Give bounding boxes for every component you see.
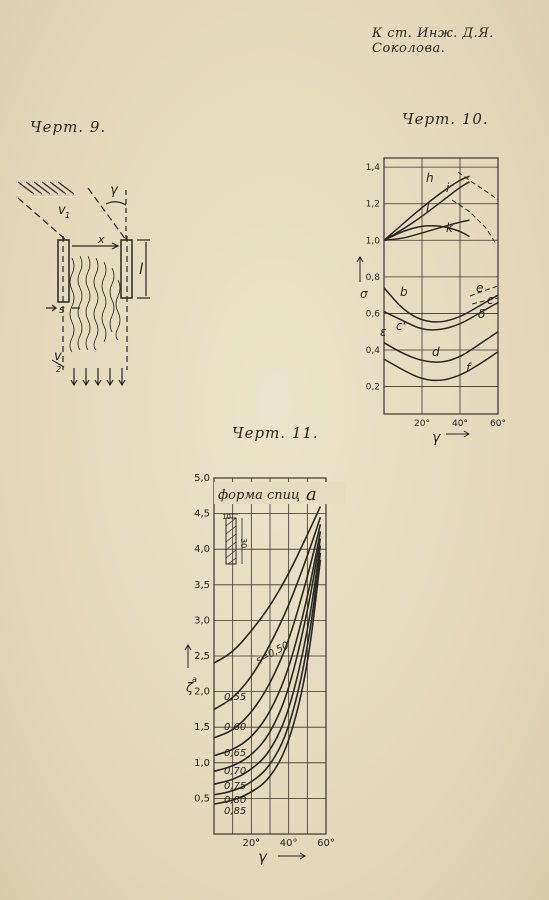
fig9-label-s: s	[59, 303, 65, 316]
fig10-xtick-label: 60°	[490, 419, 506, 429]
fig10-xtick-label: 40°	[452, 419, 468, 429]
fig10-curve-f: f	[466, 361, 471, 375]
fig11-ytick-label: 0,5	[194, 793, 210, 805]
fig11-curve-050: s=0,50	[254, 640, 292, 667]
fig11-xlabel: γ	[258, 848, 267, 866]
fig11-curve-060: 0,60	[224, 722, 247, 733]
fig11-xtick-label: 60°	[317, 838, 335, 849]
header-note: К ст. Инж. Д.Я. Соколова.	[372, 26, 494, 56]
fig10-curve-k: k	[446, 221, 453, 235]
fig10-caption: Черт. 10.	[402, 110, 489, 128]
fig9-label-v1: v	[58, 203, 66, 218]
fig11-ytick-label: 3,5	[194, 579, 210, 591]
fig11-ytick-label: 5,0	[194, 473, 210, 484]
fig9-label-l: l	[139, 260, 144, 278]
fig10-curve-e: e	[476, 281, 484, 295]
fig10-curve-d: d	[432, 345, 440, 359]
fig11-caption: Черт. 11.	[232, 424, 319, 442]
fig11-ytick-label: 1,0	[194, 757, 210, 769]
fig11-curve-055: 0,55	[224, 692, 247, 703]
fig11-xtick-label: 40°	[279, 838, 298, 849]
fig10-curve-l: l	[426, 201, 430, 215]
fig10-ytick-label: 1,2	[365, 199, 380, 210]
fig9-label-v2: v	[54, 349, 62, 364]
fig10-ytick-label: 0,8	[365, 272, 380, 283]
fig11-inset-side: 30	[239, 538, 248, 549]
fig11-ytick-label: 4,5	[194, 508, 210, 520]
fig11-ytick-label: 1,5	[194, 722, 210, 734]
fig10-curve-b: b	[400, 285, 408, 299]
fig11-curve-080: 0,80	[224, 795, 247, 806]
fig11-curve-075: 0,75	[224, 781, 247, 792]
fig10-ytick-label: 0,2	[365, 382, 380, 393]
fig10-ytick-label: 1,4	[365, 163, 380, 174]
fig11-title: форма спиц	[218, 488, 301, 503]
fig11-curve-070: 0,70	[224, 766, 247, 777]
fig10-ytick-label: 0,6	[365, 309, 380, 320]
fig11-inset-top: 10	[222, 513, 231, 521]
fig10-curve-epsilon: ε	[380, 325, 387, 339]
fig10-ylabel: σ	[360, 287, 368, 301]
fig11-title-letter: a	[306, 484, 317, 505]
fig10-ytick-label: 0,4	[365, 346, 380, 356]
fig11-ytick-label: 2,0	[194, 686, 210, 698]
fig11-inset	[222, 513, 248, 564]
fig10-xlabel: γ	[432, 430, 441, 446]
fig10-curve-c-prime: c'	[396, 319, 406, 333]
fig10-curve-c: c	[487, 293, 494, 307]
fig10-xtick-label: 20°	[414, 419, 430, 429]
fig9-label-x: x	[98, 233, 105, 246]
fig9-caption: Черт. 9.	[30, 118, 107, 136]
fig10-ytick-label: 1,0	[365, 236, 380, 247]
fig11-ytick-label: 4,0	[194, 544, 210, 556]
fig9-label-gamma: γ	[110, 183, 118, 198]
fig11-ylabel: ζ	[186, 681, 194, 696]
fig11-series-2	[214, 524, 320, 738]
fig9-label-v1-sub: 1	[65, 211, 71, 220]
fig11-curve-085: 0,85	[224, 806, 247, 817]
fig11-ytick-label: 3,0	[194, 615, 210, 627]
fig11-xtick-label: 20°	[242, 838, 261, 849]
fig10-curve-h: h	[426, 171, 434, 185]
fig11-ytick-label: 2,5	[194, 651, 210, 662]
fig10-curve-delta: δ	[478, 307, 486, 321]
fig10-curve-i: i	[446, 181, 450, 195]
fig9-label-v2-sub: 2	[56, 365, 62, 374]
fig11-curve-065: 0,65	[224, 748, 247, 759]
fig11-ylabel-sub: a	[192, 675, 197, 684]
